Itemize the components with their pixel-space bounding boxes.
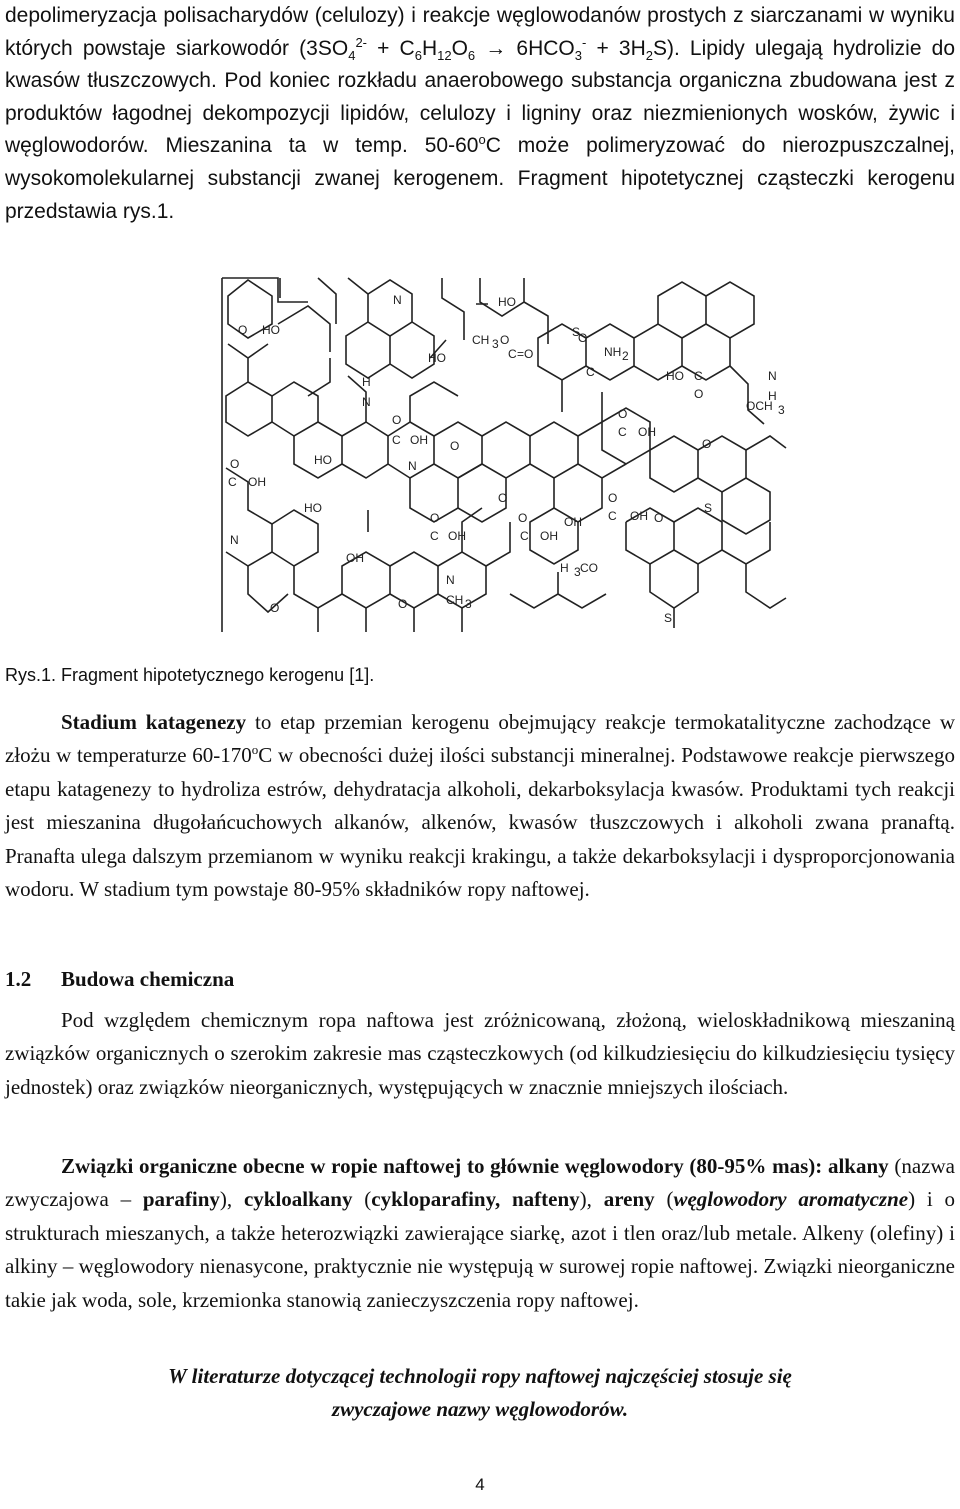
kerogen-structure-drawing <box>218 272 790 634</box>
atom-label: N <box>768 369 777 383</box>
figure-caption: Rys.1. Fragment hipotetycznego kerogenu [1]. <box>5 665 375 685</box>
atom-label: C <box>392 433 401 447</box>
atom-label: O <box>608 491 618 505</box>
atom-label: CO <box>580 561 598 575</box>
bold-phrase: cykloparafiny, nafteny <box>371 1187 580 1212</box>
text-span: ( <box>654 1187 674 1212</box>
conclusion-line-2: zwyczajowe nazwy węglowodorów. <box>331 1397 629 1421</box>
atom-label: O <box>238 323 248 337</box>
atom-label: OH <box>248 475 266 489</box>
bold-phrase: Związki organiczne obecne w ropie naftowej to głównie węglowodory (80-95% mas): alkany <box>61 1154 889 1178</box>
section-title: Budowa chemiczna <box>61 967 235 991</box>
bond-lines <box>222 278 786 632</box>
atom-label: O <box>398 597 408 611</box>
atom-label: OCH <box>746 399 773 413</box>
atom-label: O <box>392 413 402 427</box>
subscript: 3 <box>574 47 583 63</box>
atom-label: HO <box>304 501 322 515</box>
katageneza-term: Stadium katagenezy <box>61 710 247 734</box>
atom-label: S <box>704 501 713 515</box>
atom-label: O <box>270 601 280 615</box>
text-span: ) i o strukturach mieszanych, a także heterozwiązki zawierające siarkę, azot i tlen oraz/lub metale. Alkeny (olefiny) i alkiny – węglowodory nienasycone, praktycznie nie występują w surowej ropie naftowej. Związki nieorganiczne takie jak woda, sole, krzemionka stanowią zanieczyszczenia ropy naftowej. <box>5 1187 956 1312</box>
atom-label: N <box>230 533 239 547</box>
subscript: 6 <box>467 47 476 63</box>
atom-label: O <box>694 387 704 401</box>
atom-label: C <box>430 529 439 543</box>
atom-label: H <box>768 389 777 403</box>
atom-label: O <box>450 439 460 453</box>
atom-label: C <box>228 475 237 489</box>
conclusion-note <box>5 1360 955 1426</box>
atom-label: 3 <box>465 597 472 611</box>
atom-label: NH <box>604 345 622 359</box>
subscript: 2 <box>645 47 653 63</box>
atom-label: HO <box>428 351 446 365</box>
katageneza-text-a: to etap przemian kerogenu obejmujący reakcje termokatalityczne zachodzące w złożu w temperaturze 60-170 <box>5 710 955 768</box>
atom-label: O <box>702 437 712 451</box>
katageneza-text-b: C w obecności dużej ilości substancji mineralnej. Podstawowe reakcje pierwszego etapu katagenezy to hydroliza estrów, dehydratacja alkoholi, dekarboksylacja kwasów. Produktami tych reakcji jest mieszanina długołańcuchowych alkanów, alkenów, kwasów tłuszczowych i alkoholi zwana pranaftą. Pranafta ulega dalszym przemianom w wyniku reakcji krakingu, a także dekarboksylacji i dysproporcjonowania wodoru. W stadium tym powstaje 80-95% składników ropy naftowej. <box>5 743 956 902</box>
atom-label: O <box>430 511 440 525</box>
atom-label: CH <box>472 333 490 347</box>
kerogen-structure-figure <box>218 272 790 634</box>
intro-text-a: depolimeryzacja polisacharydów (celulozy) i reakcje węglowodanów prostych z siarczanami w wyniku których powstaje siarkowodór (3SO <box>5 4 955 60</box>
atom-label: C <box>618 425 627 439</box>
subscript: 12 <box>437 47 452 63</box>
bold-phrase: cykloalkany <box>243 1187 353 1212</box>
atom-label: HO <box>314 453 332 467</box>
text-span: ( <box>352 1187 372 1212</box>
formula-part: → 6HCO <box>475 36 575 60</box>
atom-label: 3 <box>574 565 581 579</box>
atom-label: O <box>578 331 588 345</box>
atom-label: N <box>446 573 455 587</box>
section-number: 1.2 <box>5 967 32 991</box>
text-span: (nazwa zwyczajowa – <box>5 1154 956 1212</box>
atom-label: HO <box>262 323 280 337</box>
formula-part: + 3H <box>586 36 646 60</box>
bold-phrase: parafiny <box>142 1187 220 1212</box>
atom-label: S <box>572 325 581 339</box>
atom-label: N <box>393 293 402 307</box>
conclusion-line-1: W literaturze dotyczącej technologii ropy naftowej najczęściej stosuje się <box>168 1364 792 1388</box>
atom-label: O <box>654 511 664 525</box>
organic-compounds-paragraph <box>5 1150 955 1317</box>
atom-label: OH <box>540 529 558 543</box>
atom-label: 3 <box>492 337 499 351</box>
atom-label: C <box>608 509 617 523</box>
atom-label: H <box>560 561 569 575</box>
subscript: 6 <box>414 47 422 63</box>
atom-label: OH <box>630 509 648 523</box>
degree-superscript: o <box>478 132 486 148</box>
bold-phrase: areny <box>603 1187 655 1212</box>
atom-label: HO <box>666 369 684 383</box>
atom-label: C <box>694 369 703 383</box>
atom-label: CH <box>446 593 464 607</box>
atom-label: O <box>498 491 508 505</box>
atom-label: 3 <box>778 403 785 417</box>
atom-label: N <box>362 395 371 409</box>
atom-label: OH <box>564 515 582 529</box>
subscript: 4 <box>348 47 356 63</box>
atom-label: =O <box>517 347 534 361</box>
atom-label: S <box>664 611 673 625</box>
superscript: 2- <box>355 34 367 50</box>
text-span: ), <box>579 1187 604 1212</box>
atom-label: N <box>408 459 417 473</box>
atom-label: C <box>586 365 595 379</box>
atom-label: HO <box>498 295 516 309</box>
text-span: ), <box>219 1187 244 1212</box>
atom-label: O <box>230 457 240 471</box>
atom-labels <box>228 293 785 625</box>
atom-label: C <box>520 529 529 543</box>
atom-label: OH <box>638 425 656 439</box>
atom-label: H <box>362 375 371 389</box>
intro-text-rest2: C może polimeryzować do nierozpuszczalnej, wysokomolekularnej substancji zwanej kerogenem. Fragment hipotetycznej cząsteczki kerogenu przedstawia rys.1. <box>5 134 955 223</box>
atom-label: C <box>508 347 517 361</box>
katageneza-paragraph <box>5 706 955 906</box>
intro-text-rest: S). Lipidy ulegają hydrolizie do kwasów tłuszczowych. Pod koniec rozkładu anaerobowego substancja organiczna zbudowana jest z produktów łagodnej dekompozycji lipidów, celulozy i ligniny oraz niezmienionych wosków, żywic i węglowodorów. Mieszanina ta w temp. 50-60 <box>5 36 955 158</box>
degree-superscript: o <box>251 742 259 758</box>
formula-part: O <box>451 36 468 60</box>
intro-paragraph <box>5 0 955 228</box>
atom-label: OH <box>410 433 428 447</box>
formula-part: H <box>421 36 438 60</box>
atom-label: 2 <box>622 349 629 363</box>
page-number: 4 <box>475 1475 485 1494</box>
chemical-structure-paragraph: Pod względem chemicznym ropa naftowa jest zróżnicowaną, złożoną, wieloskładnikową mieszaniną związków organicznych o szerokim zakresie mas cząsteczkowych (od kilkudziesięciu do kilkudziesięciu tysięcy jednostek) oraz związków nieorganicznych, występujących w znacznie mniejszych ilościach. <box>5 1008 955 1099</box>
bold-italic-phrase: węglowodory aromatyczne <box>673 1187 909 1212</box>
atom-label: OH <box>346 551 364 565</box>
formula-part: + C <box>367 36 415 60</box>
atom-label: OH <box>448 529 466 543</box>
atom-label: O <box>618 407 628 421</box>
atom-label: O <box>518 511 528 525</box>
section-heading <box>5 964 234 994</box>
atom-label: O <box>500 333 510 347</box>
superscript: - <box>582 34 587 50</box>
